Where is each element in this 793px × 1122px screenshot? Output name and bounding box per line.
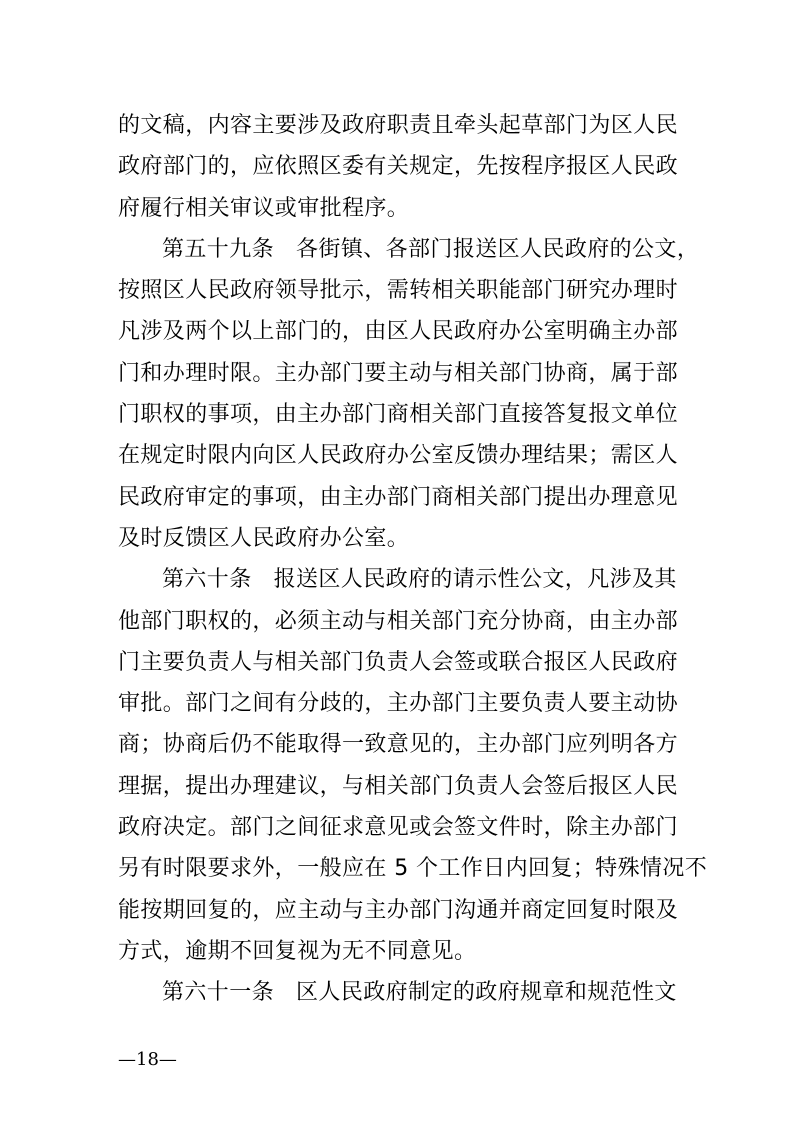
article-text: 各街镇、各部门报送区人民政府的公文， <box>296 236 700 262</box>
text-line: 凡涉及两个以上部门的，由区人民政府办公室明确主办部 <box>118 319 679 345</box>
text-line: 政府部门的，应依照区委有关规定，先按程序报区人民政 <box>118 154 679 180</box>
text-line: 民政府审定的事项，由主办部门商相关部门提出办理意见 <box>118 484 679 510</box>
text-line: 门职权的事项，由主办部门商相关部门直接答复报文单位 <box>118 402 679 428</box>
text-line: 审批。部门之间有分歧的，主办部门主要负责人要主动协 <box>118 691 679 717</box>
text-line: 商；协商后仍不能取得一致意见的，主办部门应列明各方 <box>118 732 679 758</box>
article-61-heading-line <box>118 972 688 1013</box>
text-line: 在规定时限内向区人民政府办公室反馈办理结果；需区人 <box>118 443 679 469</box>
text-line: 方式，逾期不回复视为无不同意见。 <box>118 938 477 964</box>
page-number: —18— <box>118 1049 177 1070</box>
article-60-heading-line <box>118 559 688 600</box>
article-text: 区人民政府制定的政府规章和规范性文 <box>296 980 677 1006</box>
document-body <box>118 105 708 1014</box>
article-text: 报送区人民政府的请示性公文，凡涉及其 <box>273 567 677 593</box>
article-number: 第六十一条 <box>162 980 275 1006</box>
article-59-heading-line <box>118 229 700 270</box>
text-line: 能按期回复的，应主动与主办部门沟通并商定回复时限及 <box>118 897 679 923</box>
text-line: 按照区人民政府领导批示，需转相关职能部门研究办理时 <box>118 278 679 304</box>
text-line: 及时反馈区人民政府办公室。 <box>118 525 410 551</box>
text-line: 的文稿，内容主要涉及政府职责且牵头起草部门为区人民 <box>118 113 679 138</box>
text-line: 府履行相关审议或审批程序。 <box>118 195 410 221</box>
text-line: 门主要负责人与相关部门负责人会签或联合报区人民政府 <box>118 649 679 675</box>
text-line: 另有时限要求外，一般应在 5 个工作日内回复；特殊情况不 <box>118 856 708 882</box>
text-line: 门和办理时限。主办部门要主动与相关部门协商，属于部 <box>118 360 679 386</box>
article-number: 第五十九条 <box>162 236 275 262</box>
article-number: 第六十条 <box>162 567 252 593</box>
text-line: 政府决定。部门之间征求意见或会签文件时，除主办部门 <box>118 815 679 841</box>
text-line: 他部门职权的，必须主动与相关部门充分协商，由主办部 <box>118 608 679 634</box>
text-line: 理据，提出办理建议，与相关部门负责人会签后报区人民 <box>118 773 679 799</box>
